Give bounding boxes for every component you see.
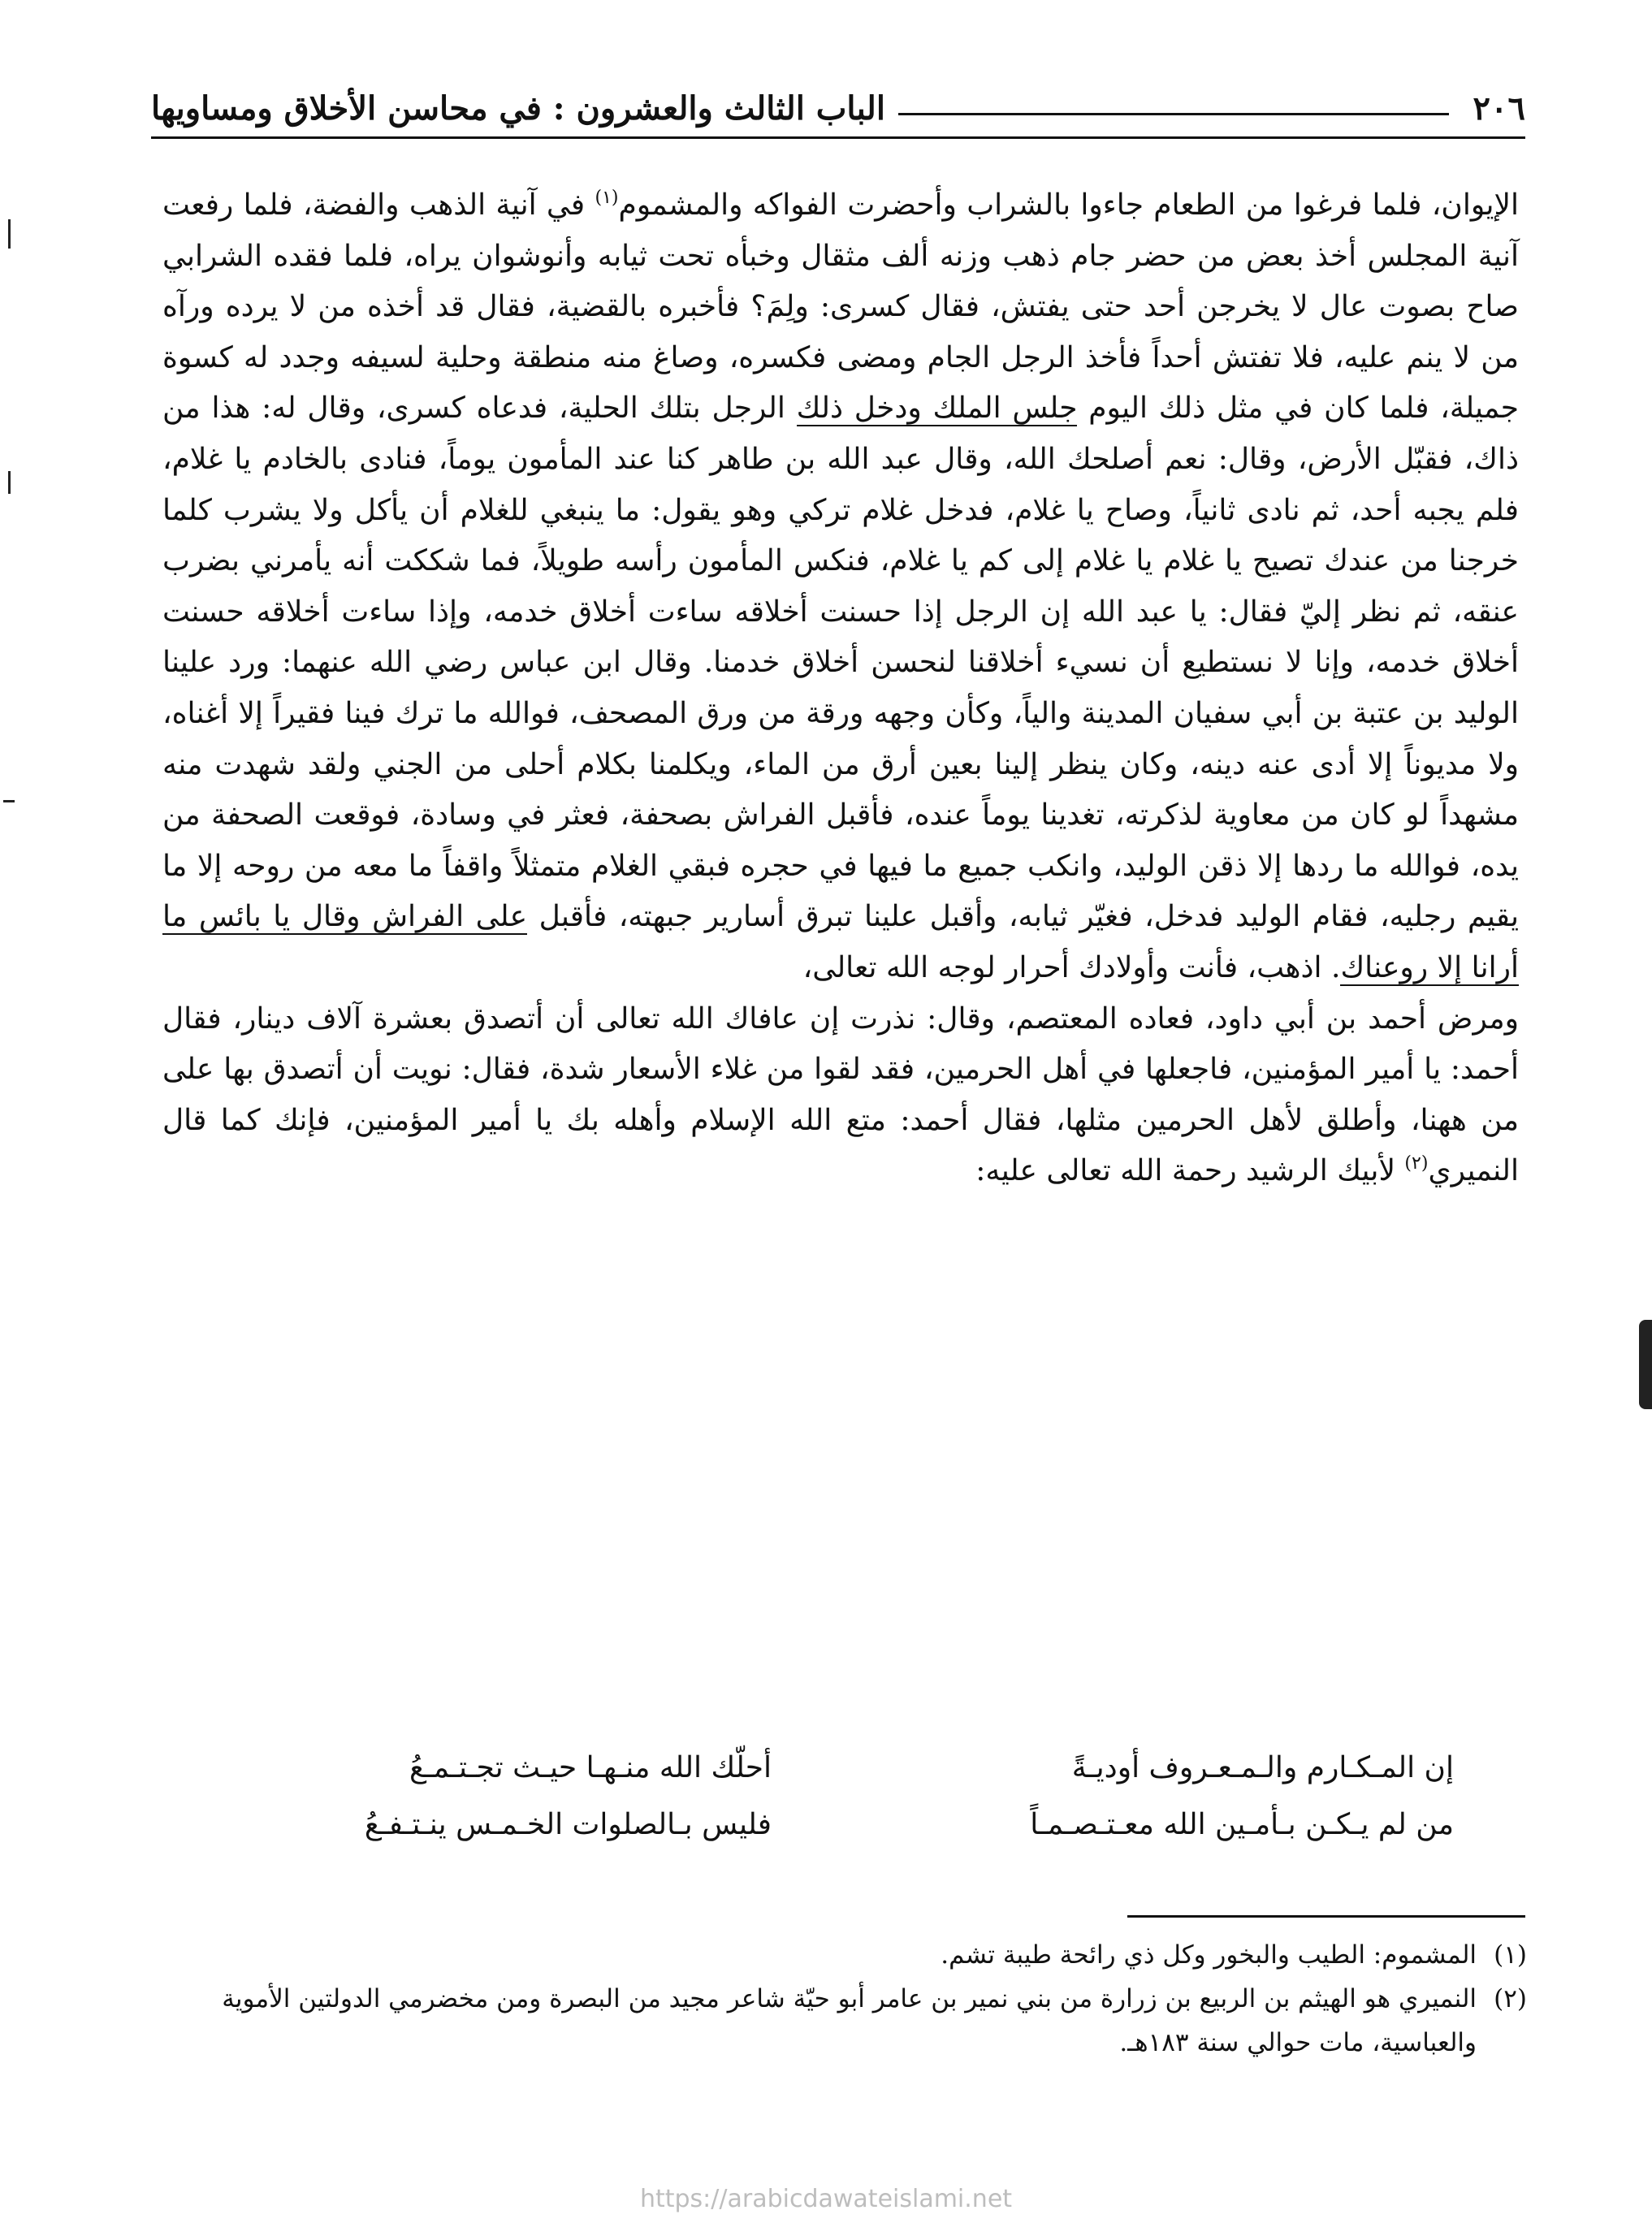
footnote-number: (٢) [1494, 1984, 1527, 2013]
underlined-phrase: جلس الملك ودخل ذلك [796, 391, 1078, 426]
running-header [151, 80, 1525, 136]
poem [236, 1740, 1454, 1853]
header-dash-rule [898, 113, 1449, 115]
scan-edge-mark [3, 800, 15, 802]
footnote-separator [1127, 1915, 1525, 1918]
text-run: . اذهب، فأنت وأولادك أحرار لوجه الله تعالى، [802, 950, 1341, 984]
chapter-title: الباب الثالث والعشرون : في محاسن الأخلاق ومساويها [151, 89, 885, 128]
page-number: ٢٠٦ [1473, 89, 1525, 128]
text-run: في آنية الذهب والفضة، فلما رفعت آنية المجلس أخذ بعض من حضر جام ذهب وزنه ألف مثقال وخبأه تحت ثيابه وأنوشوان يراه، فلما فقده الشرابي صاح بصوت عال لا يخرجن أحد حتى يفتش، فقال كسرى: ولِمَ؟ فأخبره بالقضية، فقال قد أخذه من لا يرده ورآه من لا ينم عليه، فلا تفتش أحداً فأخذ الرجل الجام ومضى فكسره، وصاغ منه منطقة وحلية لسيفه وجدد له كسوة جميلة، فلما كان في مثل ذلك اليوم [162, 188, 1519, 426]
verse-second-hemistich: فليس بـالصلوات الخـمـس ينـتـفـعُ [364, 1808, 772, 1841]
footnotes [162, 1933, 1527, 2065]
text-run: لأبيك الرشيد رحمة الله تعالى عليه: [975, 1154, 1405, 1188]
poem-verse [236, 1740, 1454, 1797]
footnote-text: المشموم: الطيب والبخور وكل ذي رائحة طيبة تشم. [941, 1940, 1477, 1970]
verse-first-hemistich: من لم يـكـن بـأمـين الله معـتـصـمـاً [1030, 1808, 1454, 1841]
verse-second-hemistich: أحلّك الله منـهـا حيـث تجـتـمـعُ [409, 1751, 772, 1784]
scan-edge-mark [8, 471, 11, 494]
footnote-text: النميري هو الهيثم بن الربيع بن زرارة من بني نمير بن عامر أبو حيّة شاعر مجيد من البصرة ومن مخضرمي الدولتين الأموية والعباسية، مات حوالي سنة ١٨٣هـ. [222, 1984, 1477, 2057]
footnote-ref-2[interactable]: (٢) [1404, 1153, 1429, 1174]
footnote-1 [162, 1933, 1527, 1977]
poem-verse [236, 1797, 1454, 1853]
scan-edge-mark [8, 219, 11, 249]
scan-edge-mark [1639, 1320, 1652, 1409]
watermark-url: https://arabicdawateislami.net [639, 2185, 1013, 2213]
text-run: الرجل بتلك الحلية، فدعاه كسرى، وقال له: هذا من ذاك، فقبّل الأرض، وقال: نعم أصلحك الله، وقال عبد الله بن طاهر كنا عند المأمون يوماً، فنادى بالخادم يا غلام، فلم يجبه أحد، ثم نادى ثانياً، وصاح يا غلام، فدخل غلام تركي وهو يقول: ما ينبغي للغلام أن يأكل ولا يشرب كلما خرجنا من عندك تصيح يا غلام يا غلام إلى كم يا غلام، فنكس المأمون رأسه طويلاً، فما شككت أنه يأمرني بضرب عنقه، ثم نظر إليّ فقال: يا عبد الله إن الرجل إذا حسنت أخلاقه ساءت أخلاق خدمه، وإذا ساءت أخلاقه حسنت أخلاق خدمه، وإنا لا نستطيع أن نسيء أخلاقنا لنحسن أخلاق خدمنا. وقال ابن عباس رضي الله عنهما: ورد علينا الوليد بن عتبة بن أبي سفيان المدينة والياً، وكأن وجهه ورقة من ورق المصحف، فوالله ما ترك فينا فقيراً إلا أغناه، ولا مديوناً إلا أدى عنه دينه، وكان ينظر إلينا بعين أرق من الماء، ويكلمنا بكلام أحلى من الجني ولقد شهدت منه مشهداً لو كان من معاوية لذكرته، تغدينا يوماً عنده، فأقبل الفراش بصحفة، فعثر في وسادة، فوقعت الصحفة من يده، فوالله ما ردها إلا ذقن الوليد، وانكب جميع ما فيها في حجره فبقي الغلام متمثلاً واقفاً ما معه من روحه إلا ما يقيم رجليه، فقام الوليد فدخل، فغيّر ثيابه، وأقبل علينا تبرق أسارير جبهته، فأقبل [162, 391, 1519, 934]
paragraph [162, 180, 1519, 994]
text-run: الإيوان، فلما فرغوا من الطعام جاءوا بالشراب وأحضرت الفواكه والمشموم [618, 188, 1519, 222]
main-text [162, 180, 1519, 1197]
footnote-2 [162, 1977, 1527, 2065]
verse-first-hemistich: إن المـكـارم والـمـعـروف أوديـةً [1071, 1751, 1454, 1784]
footnote-ref-1[interactable]: (١) [595, 188, 619, 208]
footnote-number: (١) [1494, 1940, 1527, 1970]
header-underline [151, 136, 1525, 139]
text-run: ومرض أحمد بن أبي داود، فعاده المعتصم، وقال: نذرت إن عافاك الله تعالى أن أتصدق بعشرة آلاف دينار، فقال أحمد: يا أمير المؤمنين، فاجعلها في أهل الحرمين، فقد لقوا من غلاء الأسعار شدة، فقال: نويت أن أتصدق بها على من ههنا، وأطلق لأهل الحرمين مثلها، فقال أحمد: متع الله الإسلام وأهله بك يا أمير المؤمنين، فإنك كما قال النميري [162, 1001, 1519, 1188]
paragraph [162, 994, 1519, 1197]
underlined-phrase: على الفراش وقال يا بائس ما أرانا إلا روعناك [162, 900, 1519, 984]
